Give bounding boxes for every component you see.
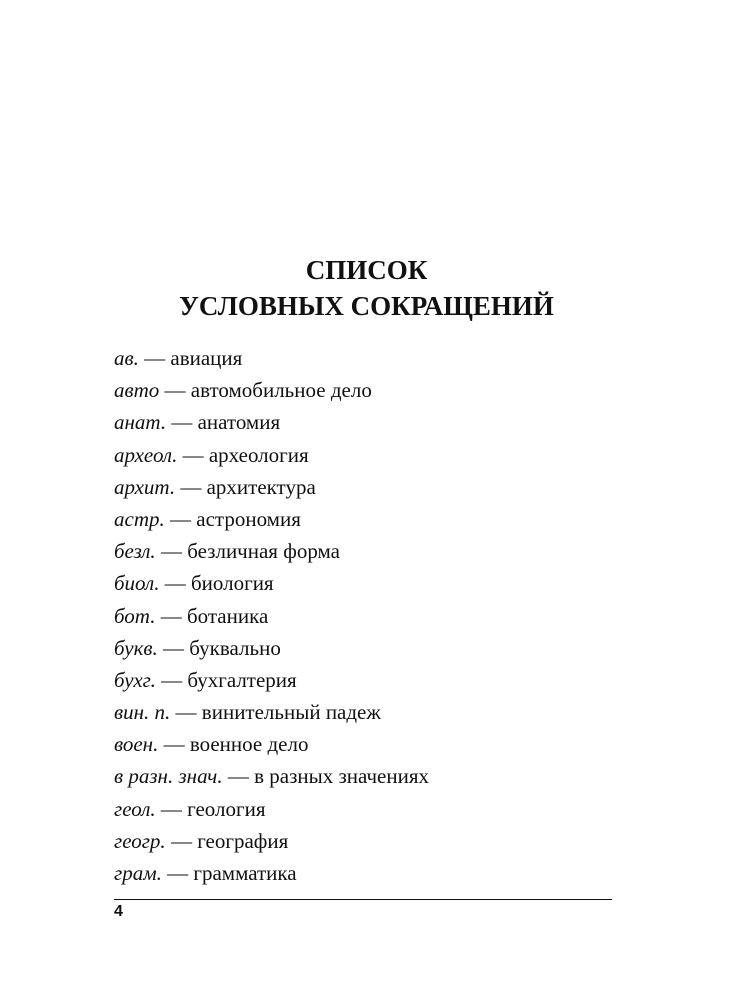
meaning: анатомия <box>197 410 281 435</box>
separator: — <box>166 410 198 435</box>
abbreviation: авто <box>114 378 160 403</box>
separator: — <box>222 764 255 789</box>
separator: — <box>170 700 202 725</box>
abbreviation: геол. <box>114 796 156 821</box>
list-item <box>114 567 429 599</box>
separator: — <box>157 635 190 660</box>
list-item <box>114 503 429 535</box>
separator: — <box>159 378 191 403</box>
meaning: военное дело <box>189 732 309 757</box>
list-item <box>114 406 429 438</box>
separator: — <box>164 506 197 531</box>
meaning: в разных значениях <box>254 764 430 789</box>
abbreviation: архит. <box>114 474 176 499</box>
meaning: биология <box>190 571 274 596</box>
separator: — <box>155 667 188 692</box>
abbreviation: безл. <box>114 539 156 564</box>
separator: — <box>138 346 171 370</box>
separator: — <box>161 861 194 885</box>
abbreviation: ав. <box>114 346 139 370</box>
abbreviation: геогр. <box>114 828 166 853</box>
abbreviation: бот. <box>114 603 156 628</box>
abbreviation: вин. п. <box>114 700 171 725</box>
abbreviation: анат. <box>114 410 167 435</box>
abbreviation-list <box>114 342 429 889</box>
abbreviation: воен. <box>114 732 159 757</box>
abbreviation: в разн. знач. <box>114 764 223 789</box>
meaning: грамматика <box>193 861 297 885</box>
separator: — <box>159 571 191 596</box>
list-item <box>114 600 429 632</box>
separator: — <box>175 474 207 499</box>
separator: — <box>155 796 188 821</box>
separator: — <box>155 603 187 628</box>
list-item <box>114 535 429 567</box>
meaning: археология <box>208 442 309 467</box>
page-number: 4 <box>114 903 123 920</box>
meaning: безличная форма <box>187 539 340 564</box>
meaning: астрономия <box>196 506 301 531</box>
list-item <box>114 728 429 760</box>
separator: — <box>155 539 188 564</box>
abbreviation: бухг. <box>114 667 156 692</box>
list-item <box>114 857 429 889</box>
meaning: география <box>197 828 289 853</box>
separator: — <box>165 828 198 853</box>
list-item <box>114 696 429 728</box>
list-item <box>114 471 429 503</box>
separator: — <box>158 732 190 757</box>
page-title-line-2: УСЛОВНЫХ СОКРАЩЕНИЙ <box>179 291 554 321</box>
footer-divider <box>114 899 612 900</box>
list-item <box>114 374 429 406</box>
meaning: геология <box>187 796 266 821</box>
meaning: автомобильное дело <box>190 378 372 403</box>
abbreviation: грам. <box>114 861 162 885</box>
meaning: архитектура <box>206 474 316 499</box>
list-item <box>114 793 429 825</box>
list-item <box>114 439 429 471</box>
separator: — <box>177 442 209 467</box>
abbreviation: астр. <box>114 506 165 531</box>
abbreviation: букв. <box>114 635 158 660</box>
abbreviation: археол. <box>114 442 178 467</box>
page-title-line-1: СПИСОК <box>305 255 428 285</box>
abbreviation: биол. <box>114 571 160 596</box>
list-item <box>114 825 429 857</box>
meaning: бухгалтерия <box>187 667 297 692</box>
list-item <box>114 632 429 664</box>
list-item <box>114 342 429 374</box>
meaning: авиация <box>170 346 243 370</box>
meaning: ботаника <box>186 603 269 628</box>
meaning: винительный падеж <box>201 700 381 725</box>
list-item <box>114 760 429 792</box>
list-item <box>114 664 429 696</box>
meaning: буквально <box>189 635 281 660</box>
